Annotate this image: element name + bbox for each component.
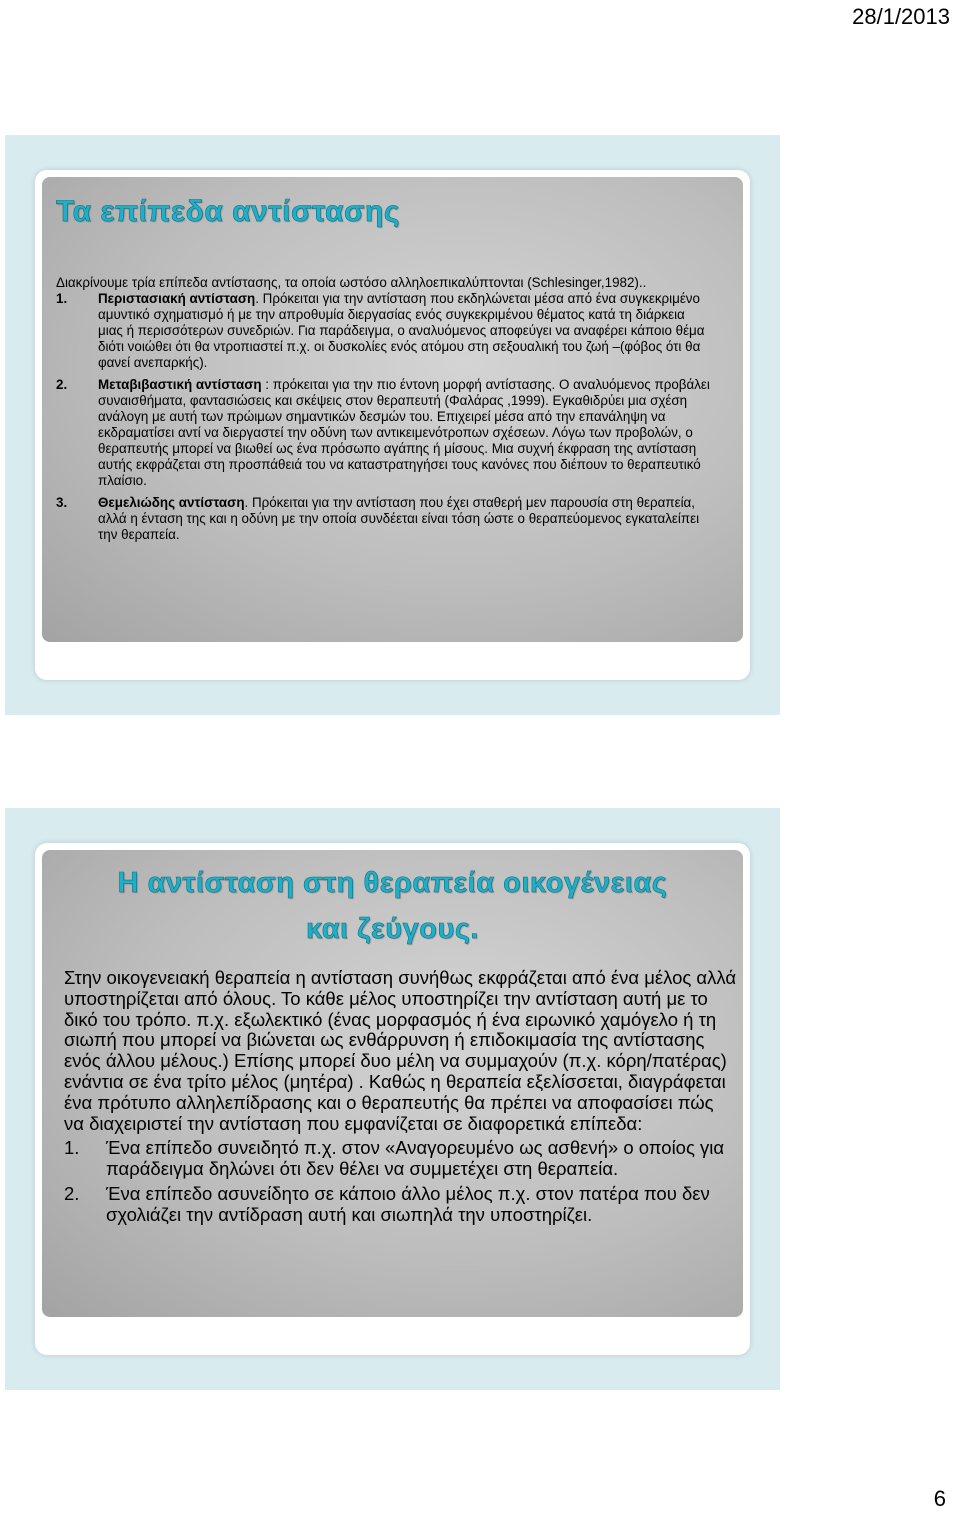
slide-2-card (35, 843, 750, 1355)
list-item-2 (64, 1184, 738, 1226)
list-item-heading: Θεμελιώδης αντίσταση (98, 495, 245, 510)
list-item-number: 2. (64, 1182, 80, 1204)
list-item-1 (64, 1138, 738, 1180)
slide-1-title: Τα επίπεδα αντίστασης (56, 195, 400, 228)
slide-2 (5, 808, 780, 1390)
slide-1-body (42, 177, 743, 642)
list-item-text: Ένα επίπεδο ασυνείδητο σε κάποιο άλλο μέλος π.χ. στον πατέρα που δεν σχολιάζει την αντίδραση αυτή και σιωπηλά την υποστηρίζει. (106, 1182, 710, 1225)
list-item-number: 1. (56, 291, 68, 306)
list-item-text: : πρόκειται για την πιο έντονη μορφή αντίστασης. Ο αναλυόμενος προβάλει συναισθήματα, φαντασιώσεις και σκέψεις στον θεραπευτή (Φαλάρας ,1999). Εγκαθιδρύει μια σχέση ανάλογη με αυτή των πρώιμων σημαντικών δεσμών του. Επιχειρεί μέσα από την επανάληψη να εκδραματίσει αντί να διεργαστεί την οδύνη των αντικειμενότροπων σχέσεων. Λόγω των προβολών, ο θεραπευτής μπορεί να βιωθεί ως ένα πρόσωπο αγάπης ή μίσους. Μια συχνή έκφραση της αντίσταση αυτής εκφράζεται στη προσπάθειά του να καταστρατηγήσει τους κανόνες που διέπουν το θεραπευτικό πλαίσιο. (98, 377, 710, 488)
date-header: 28/1/2013 (852, 4, 950, 29)
slide-1-content (56, 275, 712, 543)
slide-2-body (42, 850, 743, 1317)
list-item-text: Ένα επίπεδο συνειδητό π.χ. στον «Αναγορευμένο ως ασθενή» ο οποίος για παράδειγμα δηλώνει ότι δεν θέλει να συμμετέχει στη θεραπεία. (106, 1137, 725, 1180)
list-item-text: . Πρόκειται για την αντίσταση που έχει σταθερή μεν παρουσία στη θεραπεία, αλλά η ένταση της και η οδύνη με την οποία συνδέεται είναι τόση ώστε ο θεραπεύομενος εγκαταλείπει την θεραπεία. (98, 495, 700, 542)
list-item-1 (56, 291, 712, 371)
list-item-text: . Πρόκειται για την αντίσταση που εκδηλώνεται μέσα από ένα συγκεκριμένο αμυντικό σχηματισμό ή με την απροθυμία διεργασίας ενός συγκεκριμένου θέματος κατά τη διάρκεια μιας ή περισσότερων συνεδριών. Για παράδειγμα, ο αναλυόμενος αποφεύγει να αναφέρει κάποιο θέμα διότι νοιώθει ότι θα ντροπιαστεί π.χ. οι δυσκολίες ενός ατόμου στη σεξουαλική του ζωή –(φόβος ότι θα φανεί ανεπαρκής). (98, 291, 705, 370)
slide-2-title (42, 860, 743, 952)
slide-1 (5, 135, 780, 715)
list-item-heading: Μεταβιβαστική αντίσταση (98, 377, 262, 392)
list-item-number: 2. (56, 377, 68, 392)
list-item-heading: Περιστασιακή αντίσταση (98, 291, 256, 306)
slide-1-intro: Διακρίνουμε τρία επίπεδα αντίστασης, τα οποία ωστόσο αλληλοεπικαλύπτονται (Schlesinger,1982).. (56, 275, 647, 290)
slide-2-paragraph: Στην οικογενειακή θεραπεία η αντίσταση συνήθως εκφράζεται από ένα μέλος αλλά υποστηρίζεται από όλους. Το κάθε μέλος υποστηρίζει την αντίσταση αυτή με το δικό του τρόπο. π.χ. εξωλεκτικό (ένας μορφασμός ή ένα ειρωνικό χαμόγελο ή τη σιωπή που μπορεί να βιώνεται ως ενθάρρυνση ή επιδοκιμασία της αντίστασης ενός άλλου μέλους.) Επίσης μπορεί δυο μέλη να συμμαχούν (π.χ. κόρη/πατέρας) ενάντια σε ένα τρίτο μέλος (μητέρα) . Καθώς η θεραπεία εξελίσσεται, διαγράφεται ένα πρότυπο αλληλεπίδρασης και ο θεραπευτής θα πρέπει να αποφασίσει πώς να διαχειριστεί την αντίσταση που εμφανίζεται σε διαφορετικά επίπεδα: (64, 967, 737, 1134)
page-number: 6 (933, 1486, 946, 1511)
list-item-2 (56, 377, 712, 489)
list-item-number: 1. (64, 1137, 80, 1159)
slide-2-title-line2: και ζεύγους. (305, 913, 479, 945)
list-item-number: 3. (56, 495, 68, 510)
slide-1-card (35, 170, 750, 680)
slide-2-content (64, 968, 738, 1226)
list-item-3 (56, 495, 712, 543)
slide-2-title-line1: Η αντίσταση στη θεραπεία οικογένειας (117, 867, 668, 899)
